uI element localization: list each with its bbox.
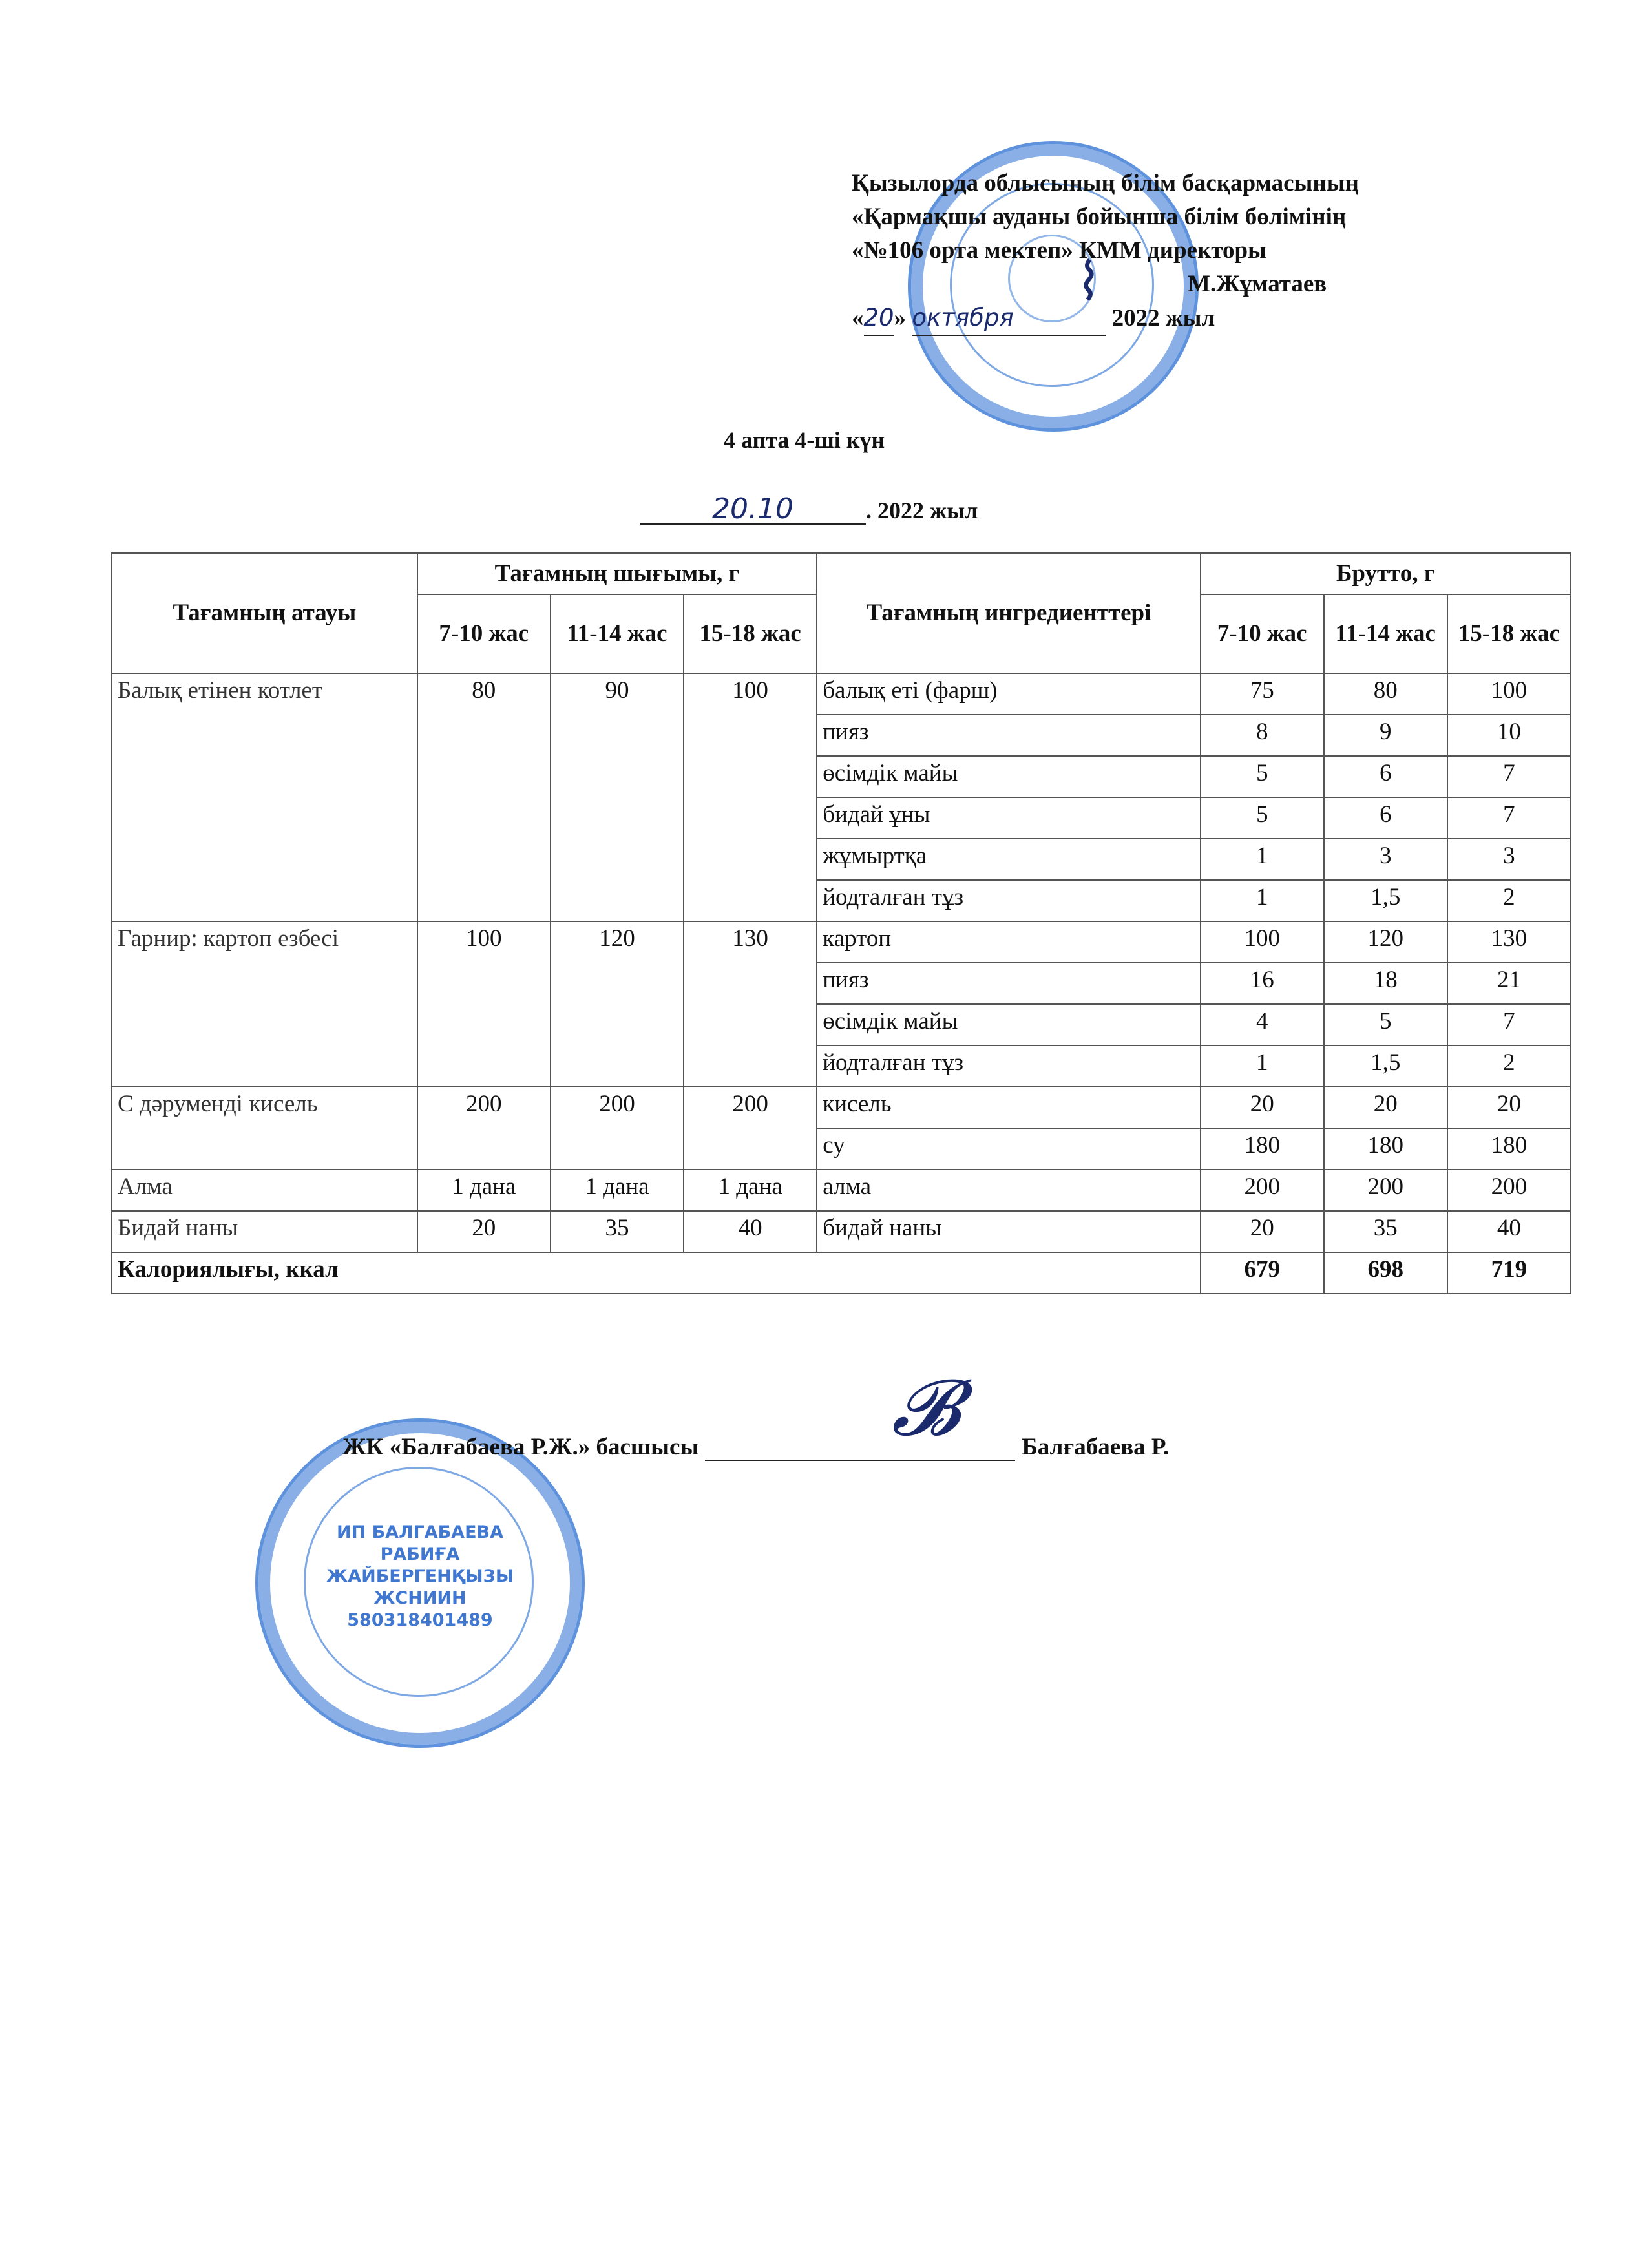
ingredient-cell: өсімдік майы bbox=[817, 1004, 1200, 1045]
business-stamp bbox=[255, 1418, 585, 1748]
dish-name-cell: Алма bbox=[112, 1170, 417, 1211]
brutto-age-2-cell: 1,5 bbox=[1324, 1045, 1447, 1087]
header-brutto-age-2: 11-14 жас bbox=[1324, 594, 1447, 673]
ingredient-cell: пияз bbox=[817, 715, 1200, 756]
yield-age-1-cell: 200 bbox=[417, 1087, 551, 1170]
yield-age-2-cell: 90 bbox=[551, 673, 684, 921]
brutto-age-3-cell: 40 bbox=[1447, 1211, 1571, 1252]
ingredient-cell: өсімдік майы bbox=[817, 756, 1200, 797]
menu-date-year: . 2022 жыл bbox=[866, 498, 978, 523]
header-dish-name: Тағамның атауы bbox=[112, 553, 417, 673]
brutto-age-3-cell: 7 bbox=[1447, 797, 1571, 839]
brutto-age-2-cell: 120 bbox=[1324, 921, 1447, 963]
yield-age-3-cell: 40 bbox=[684, 1211, 817, 1252]
ingredient-cell: алма bbox=[817, 1170, 1200, 1211]
brutto-age-1-cell: 16 bbox=[1201, 963, 1324, 1004]
brutto-age-1-cell: 180 bbox=[1201, 1128, 1324, 1170]
menu-date bbox=[640, 492, 978, 525]
brutto-age-2-cell: 1,5 bbox=[1324, 880, 1447, 921]
signature-footer bbox=[342, 1433, 1169, 1461]
brutto-age-2-cell: 35 bbox=[1324, 1211, 1447, 1252]
header-yield-age-1: 7-10 жас bbox=[417, 594, 551, 673]
menu-table bbox=[111, 552, 1571, 1294]
yield-age-1-cell: 100 bbox=[417, 921, 551, 1087]
yield-age-3-cell: 130 bbox=[684, 921, 817, 1087]
yield-age-2-cell: 120 bbox=[551, 921, 684, 1087]
table-row bbox=[112, 1087, 1571, 1128]
brutto-age-3-cell: 10 bbox=[1447, 715, 1571, 756]
business-stamp-line-4: ЖСНИИН bbox=[373, 1588, 467, 1608]
ingredient-cell: балық еті (фарш) bbox=[817, 673, 1200, 715]
brutto-age-1-cell: 5 bbox=[1201, 797, 1324, 839]
brutto-age-1-cell: 1 bbox=[1201, 839, 1324, 880]
ingredient-cell: кисель bbox=[817, 1087, 1200, 1128]
calorie-total-row bbox=[112, 1252, 1571, 1294]
dish-name-cell: Бидай наны bbox=[112, 1211, 417, 1252]
brutto-age-2-cell: 18 bbox=[1324, 963, 1447, 1004]
business-stamp-line-1: ИП БАЛГАБАЕВА bbox=[337, 1522, 503, 1542]
business-stamp-line-2: РАБИҒА bbox=[380, 1544, 460, 1564]
ingredient-cell: картоп bbox=[817, 921, 1200, 963]
brutto-age-2-cell: 5 bbox=[1324, 1004, 1447, 1045]
director-signature-icon: ⌇ bbox=[1068, 250, 1102, 314]
business-stamp-line-5: 580318401489 bbox=[347, 1610, 493, 1630]
header-yield: Тағамның шығымы, г bbox=[417, 553, 817, 594]
brutto-age-2-cell: 9 bbox=[1324, 715, 1447, 756]
dish-name-cell: Гарнир: картоп езбесі bbox=[112, 921, 417, 1087]
dish-name-cell: Балық етінен котлет bbox=[112, 673, 417, 921]
approval-block bbox=[852, 167, 1575, 336]
brutto-age-2-cell: 20 bbox=[1324, 1087, 1447, 1128]
ingredient-cell: бидай наны bbox=[817, 1211, 1200, 1252]
brutto-age-1-cell: 8 bbox=[1201, 715, 1324, 756]
approval-date-month: октября bbox=[912, 301, 1106, 336]
approval-line-2: «Қармақшы ауданы бойынша білім бөлімінің bbox=[852, 204, 1347, 230]
menu-date-handwritten: 20.10 bbox=[640, 492, 866, 525]
table-row bbox=[112, 673, 1571, 715]
brutto-age-2-cell: 6 bbox=[1324, 756, 1447, 797]
calorie-age-1: 679 bbox=[1201, 1252, 1324, 1294]
brutto-age-1-cell: 20 bbox=[1201, 1211, 1324, 1252]
ingredient-cell: пияз bbox=[817, 963, 1200, 1004]
yield-age-1-cell: 1 дана bbox=[417, 1170, 551, 1211]
brutto-age-3-cell: 180 bbox=[1447, 1128, 1571, 1170]
business-stamp-line-3: ЖАЙБЕРГЕНҚЫЗЫ bbox=[326, 1566, 514, 1586]
brutto-age-3-cell: 130 bbox=[1447, 921, 1571, 963]
brutto-age-2-cell: 3 bbox=[1324, 839, 1447, 880]
footer-signature-line bbox=[705, 1436, 1015, 1461]
brutto-age-1-cell: 100 bbox=[1201, 921, 1324, 963]
brutto-age-1-cell: 1 bbox=[1201, 880, 1324, 921]
brutto-age-2-cell: 80 bbox=[1324, 673, 1447, 715]
approval-line-3: «№106 орта мектеп» КММ директоры bbox=[852, 237, 1266, 264]
supplier-signature-icon: 𝓑 bbox=[892, 1363, 960, 1453]
header-ingredients: Тағамның ингредиенттері bbox=[817, 553, 1200, 673]
yield-age-3-cell: 100 bbox=[684, 673, 817, 921]
ingredient-cell: йодталған тұз bbox=[817, 1045, 1200, 1087]
yield-age-3-cell: 1 дана bbox=[684, 1170, 817, 1211]
yield-age-2-cell: 1 дана bbox=[551, 1170, 684, 1211]
dish-name-cell: С дәруменді кисель bbox=[112, 1087, 417, 1170]
ingredient-cell: бидай ұны bbox=[817, 797, 1200, 839]
brutto-age-1-cell: 4 bbox=[1201, 1004, 1324, 1045]
header-brutto-age-1: 7-10 жас bbox=[1201, 594, 1324, 673]
business-stamp-text bbox=[304, 1522, 536, 1632]
ingredient-cell: йодталған тұз bbox=[817, 880, 1200, 921]
brutto-age-3-cell: 2 bbox=[1447, 1045, 1571, 1087]
brutto-age-2-cell: 200 bbox=[1324, 1170, 1447, 1211]
table-row bbox=[112, 1211, 1571, 1252]
brutto-age-3-cell: 20 bbox=[1447, 1087, 1571, 1128]
brutto-age-3-cell: 21 bbox=[1447, 963, 1571, 1004]
ingredient-cell: су bbox=[817, 1128, 1200, 1170]
approval-line-1: Қызылорда облысының білім басқармасының bbox=[852, 170, 1359, 196]
page-title: 4 апта 4-ші күн bbox=[724, 427, 885, 453]
brutto-age-1-cell: 75 bbox=[1201, 673, 1324, 715]
yield-age-3-cell: 200 bbox=[684, 1087, 817, 1170]
brutto-age-3-cell: 3 bbox=[1447, 839, 1571, 880]
brutto-age-3-cell: 100 bbox=[1447, 673, 1571, 715]
brutto-age-2-cell: 180 bbox=[1324, 1128, 1447, 1170]
header-brutto: Брутто, г bbox=[1201, 553, 1571, 594]
brutto-age-1-cell: 20 bbox=[1201, 1087, 1324, 1128]
footer-position: ЖК «Балғабаева Р.Ж.» басшысы bbox=[342, 1434, 699, 1460]
table-row bbox=[112, 921, 1571, 963]
brutto-age-3-cell: 200 bbox=[1447, 1170, 1571, 1211]
footer-name: Балғабаева Р. bbox=[1022, 1434, 1170, 1460]
table-row bbox=[112, 1170, 1571, 1211]
calorie-age-3: 719 bbox=[1447, 1252, 1571, 1294]
brutto-age-3-cell: 7 bbox=[1447, 1004, 1571, 1045]
ingredient-cell: жұмыртқа bbox=[817, 839, 1200, 880]
approval-date-year: 2022 жыл bbox=[1111, 305, 1215, 331]
yield-age-2-cell: 200 bbox=[551, 1087, 684, 1170]
header-yield-age-2: 11-14 жас bbox=[551, 594, 684, 673]
brutto-age-1-cell: 200 bbox=[1201, 1170, 1324, 1211]
brutto-age-3-cell: 7 bbox=[1447, 756, 1571, 797]
header-brutto-age-3: 15-18 жас bbox=[1447, 594, 1571, 673]
brutto-age-1-cell: 5 bbox=[1201, 756, 1324, 797]
calorie-age-2: 698 bbox=[1324, 1252, 1447, 1294]
director-name: М.Жұматаев bbox=[1188, 271, 1327, 297]
brutto-age-3-cell: 2 bbox=[1447, 880, 1571, 921]
calorie-label: Калориялығы, ккал bbox=[112, 1252, 1201, 1294]
brutto-age-1-cell: 1 bbox=[1201, 1045, 1324, 1087]
approval-date: «20» октября 2022 жыл bbox=[852, 301, 1575, 336]
yield-age-2-cell: 35 bbox=[551, 1211, 684, 1252]
yield-age-1-cell: 80 bbox=[417, 673, 551, 921]
brutto-age-2-cell: 6 bbox=[1324, 797, 1447, 839]
yield-age-1-cell: 20 bbox=[417, 1211, 551, 1252]
approval-date-day: 20 bbox=[864, 301, 894, 336]
header-yield-age-3: 15-18 жас bbox=[684, 594, 817, 673]
